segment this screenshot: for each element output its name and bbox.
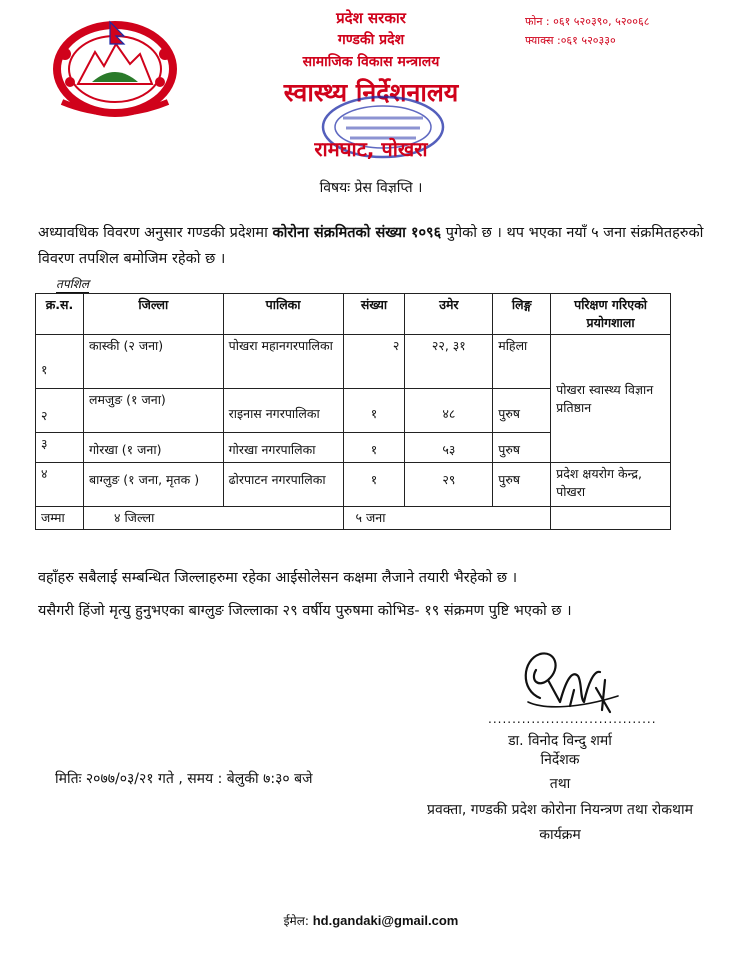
cell-total-label: जम्मा bbox=[36, 507, 84, 530]
cell-gender: महिला bbox=[493, 335, 551, 389]
header-line-2: गण्डकी प्रदेश bbox=[337, 32, 405, 48]
signature-dots: ................................... bbox=[488, 712, 657, 726]
header-palika: पालिका bbox=[223, 294, 343, 335]
intro-part-2: पुगेको छ । थप भएका नयाँ ५ जना संक्रमितहरुको विवरण तपशिल बमोजिम रहेको छ । bbox=[38, 225, 704, 267]
cell-sn: २ bbox=[36, 389, 84, 433]
table-total-row bbox=[36, 507, 671, 530]
header-line-3: सामाजिक विकास मन्त्रालय bbox=[302, 54, 440, 70]
signer-role-1: प्रवक्ता, गण्डकी प्रदेश कोरोना नियन्त्रण तथा रोकथाम bbox=[427, 802, 693, 818]
cell-palika: पोखरा महानगरपालिका bbox=[223, 335, 343, 389]
footer-email bbox=[0, 912, 742, 929]
signer-and: तथा bbox=[549, 776, 571, 792]
table-row bbox=[36, 463, 671, 507]
subject-line: विषयः प्रेस विज्ञप्ति । bbox=[319, 180, 423, 196]
intro-part-1: अध्यावधिक विवरण अनुसार गण्डकी प्रदेशमा bbox=[38, 225, 273, 241]
cell-age: ५३ bbox=[405, 433, 493, 463]
signer-title: निर्देशक bbox=[540, 752, 580, 768]
header-age: उमेर bbox=[405, 294, 493, 335]
cell-total-blank bbox=[551, 507, 671, 530]
cell-palika: राइनास नगरपालिका bbox=[223, 389, 343, 433]
cell-age: २२, ३१ bbox=[405, 335, 493, 389]
body-line-2: यसैगरी हिंजो मृत्यु हुनुभएका बाग्लुङ जिल्लाका २९ वर्षीय पुरुषमा कोभिड- १९ संक्रमण पुष्टि भएको छ । bbox=[38, 603, 572, 619]
cell-district: गोरखा (१ जना) bbox=[83, 433, 223, 463]
cell-lab: प्रदेश क्षयरोग केन्द्र, पोखरा bbox=[551, 463, 671, 507]
cell-palika: गोरखा नगरपालिका bbox=[223, 433, 343, 463]
header-line-1: प्रदेश सरकार bbox=[336, 9, 406, 27]
header-office-name: स्वास्थ्य निर्देशनालय bbox=[283, 78, 459, 107]
signer-role-2: कार्यक्रम bbox=[539, 827, 581, 843]
header-lab: परिक्षण गरिएको प्रयोगशाला bbox=[551, 294, 671, 335]
cell-gender: पुरुष bbox=[493, 389, 551, 433]
header-gender: लिङ्ग bbox=[493, 294, 551, 335]
cell-palika: ढोरपाटन नगरपालिका bbox=[223, 463, 343, 507]
cell-count: २ bbox=[343, 335, 405, 389]
signer-name: डा. विनोद विन्दु शर्मा bbox=[508, 733, 612, 749]
cell-sn: ४ bbox=[36, 463, 84, 507]
cell-lab-group: पोखरा स्वास्थ्य विज्ञान प्रतिष्ठान bbox=[551, 335, 671, 463]
table-row bbox=[36, 335, 671, 389]
cell-age: ४८ bbox=[405, 389, 493, 433]
cell-total-count: ५ जना bbox=[343, 507, 551, 530]
cell-gender: पुरुष bbox=[493, 463, 551, 507]
header-fax: फ्याक्स :०६१ ५२०३३० bbox=[525, 34, 616, 47]
date-time: मितिः २०७७/०३/२१ गते , समय : बेलुकी ७:३० बजे bbox=[55, 771, 313, 787]
intro-paragraph bbox=[38, 220, 718, 272]
handwritten-signature-icon bbox=[500, 640, 630, 720]
cell-total-districts: ४ जिल्ला bbox=[83, 507, 343, 530]
table-header-row bbox=[36, 294, 671, 335]
body-line-1: वहाँहरु सबैलाई सम्बन्धित जिल्लाहरुमा रहेका आईसोलेसन कक्षमा लैजाने तयारी भैरहेको छ । bbox=[38, 570, 518, 586]
header-count: संख्या bbox=[343, 294, 405, 335]
cell-district: बाग्लुङ (१ जना, मृतक ) bbox=[83, 463, 223, 507]
cell-count: १ bbox=[343, 433, 405, 463]
header-district: जिल्ला bbox=[83, 294, 223, 335]
cases-table bbox=[35, 293, 671, 530]
cell-gender: पुरुष bbox=[493, 433, 551, 463]
header-sn: क्र.स. bbox=[36, 294, 84, 335]
cell-district: लमजुङ (१ जना) bbox=[83, 389, 223, 433]
header-address: रामघाट, पोखरा bbox=[314, 137, 428, 161]
table-caption: तपशिल bbox=[56, 277, 90, 291]
email-address: hd.gandaki@gmail.com bbox=[312, 913, 459, 928]
cell-age: २९ bbox=[405, 463, 493, 507]
cell-sn: ३ bbox=[36, 433, 84, 463]
email-label: ईमेल: bbox=[283, 914, 309, 928]
cell-sn: १ bbox=[36, 335, 84, 389]
cell-district: कास्की (२ जना) bbox=[83, 335, 223, 389]
cell-count: १ bbox=[343, 463, 405, 507]
intro-bold: कोरोना संक्रमितको संख्या १०९६ bbox=[272, 225, 442, 241]
header-phone: फोन : ०६१ ५२०३९०, ५२००६८ bbox=[525, 15, 650, 28]
cell-count: १ bbox=[343, 389, 405, 433]
